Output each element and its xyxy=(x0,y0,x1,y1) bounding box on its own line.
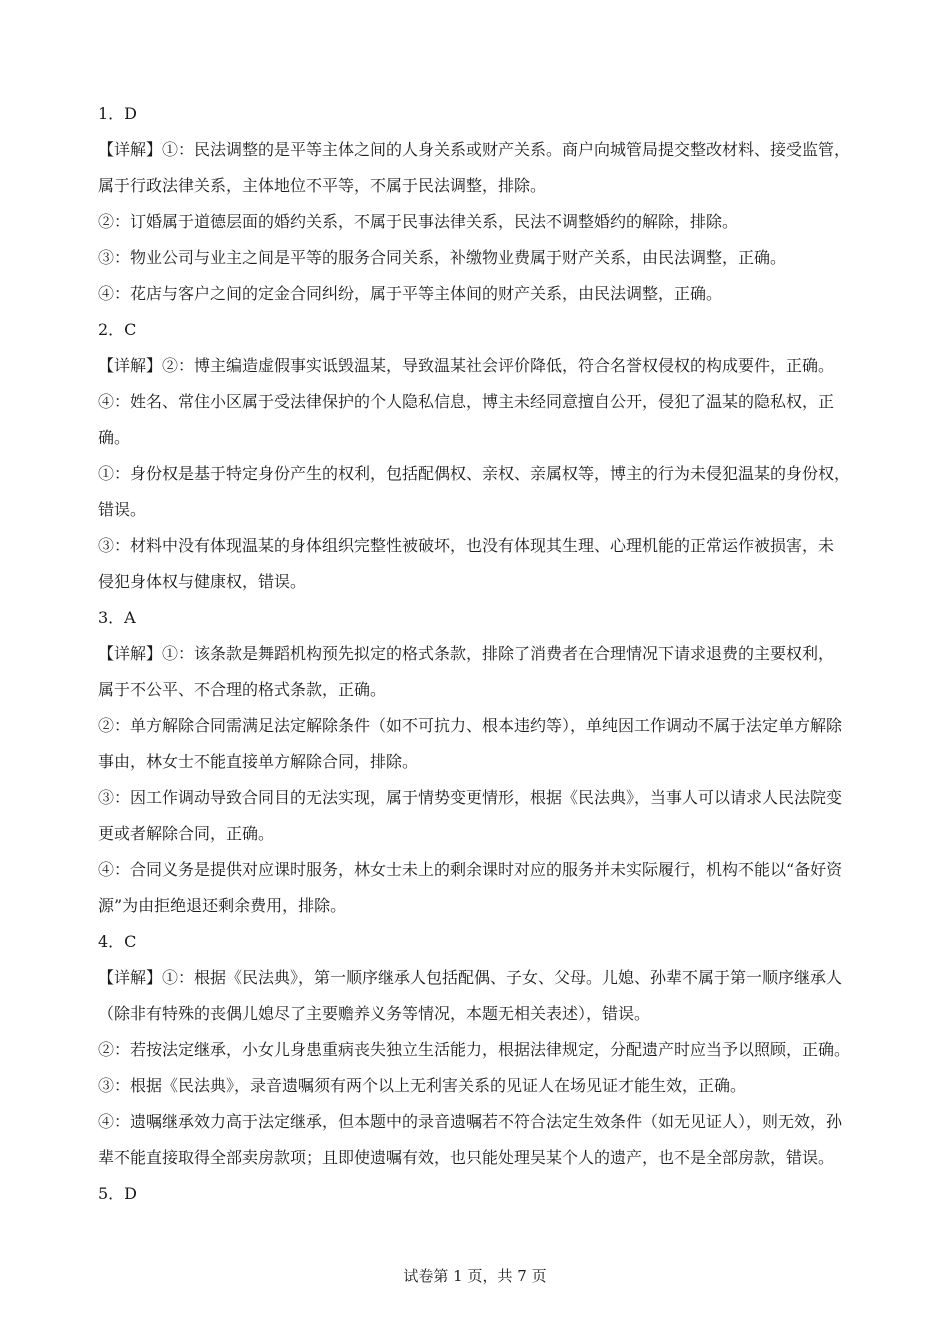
explanation-line: 侵犯身体权与健康权，错误。 xyxy=(98,572,307,591)
explanation-line: 辈不能直接取得全部卖房款项；且即使遗嘱有效，也只能处理吴某个人的遗产，也不是全部房款，错误。 xyxy=(98,1148,835,1167)
explanation-line: ③：材料中没有体现温某的身体组织完整性被破坏，也没有体现其生理、心理机能的正常运作被损害，未 xyxy=(98,536,835,555)
explanation-line: ①：身份权是基于特定身份产生的权利，包括配偶权、亲权、亲属权等，博主的行为未侵犯温某的身份权， xyxy=(98,464,851,483)
answer-key-line: 4．C xyxy=(98,932,137,951)
explanation-line: 事由，林女士不能直接单方解除合同，排除。 xyxy=(98,752,419,771)
explanation-line: 【详解】②：博主编造虚假事实诋毁温某，导致温某社会评价降低，符合名誉权侵权的构成要件，正确。 xyxy=(98,356,835,375)
explanation-line: ③：根据《民法典》，录音遗嘱须有两个以上无利害关系的见证人在场见证才能生效，正确。 xyxy=(98,1076,747,1095)
explanation-line: ④：花店与客户之间的定金合同纠纷，属于平等主体间的财产关系，由民法调整，正确。 xyxy=(98,284,723,303)
explanation-line: ④：遗嘱继承效力高于法定继承，但本题中的录音遗嘱若不符合法定生效条件（如无见证人），则无效，孙 xyxy=(98,1112,843,1131)
explanation-line: ③：因工作调动导致合同目的无法实现，属于情势变更情形，根据《民法典》，当事人可以请求人民法院变 xyxy=(98,788,843,807)
page-footer: 试卷第 1 页，共 7 页 xyxy=(403,1267,547,1285)
explanation-line: 源”为由拒绝退还剩余费用，排除。 xyxy=(98,896,347,915)
explanation-line: 错误。 xyxy=(98,500,147,519)
explanation-line: 确。 xyxy=(98,428,131,447)
explanation-line: ③：物业公司与业主之间是平等的服务合同关系，补缴物业费属于财产关系，由民法调整，正确。 xyxy=(98,248,787,267)
explanation-line: ④：姓名、常住小区属于受法律保护的个人隐私信息，博主未经同意擅自公开，侵犯了温某的隐私权，正 xyxy=(98,392,835,411)
explanation-line: 【详解】①：该条款是舞蹈机构预先拟定的格式条款，排除了消费者在合理情况下请求退费的主要权利， xyxy=(98,644,835,663)
explanation-line: 更或者解除合同，正确。 xyxy=(98,824,275,843)
answer-explanations xyxy=(98,96,868,1212)
explanation-line: ②：单方解除合同需满足法定解除条件（如不可抗力、根本违约等），单纯因工作调动不属于法定单方解除 xyxy=(98,716,843,735)
answer-key-line: 2．C xyxy=(98,320,137,339)
answer-key-line: 5．D xyxy=(98,1184,138,1203)
explanation-line: 【详解】①：民法调整的是平等主体之间的人身关系或财产关系。商户向城管局提交整改材料、接受监管， xyxy=(98,140,851,159)
explanation-line: 【详解】①：根据《民法典》，第一顺序继承人包括配偶、子女、父母。儿媳、孙辈不属于第一顺序继承人 xyxy=(98,968,843,987)
explanation-line: 属于行政法律关系，主体地位不平等，不属于民法调整，排除。 xyxy=(98,176,547,195)
explanation-line: 属于不公平、不合理的格式条款，正确。 xyxy=(98,680,387,699)
explanation-line: （除非有特殊的丧偶儿媳尽了主要赡养义务等情况，本题无相关表述），错误。 xyxy=(98,1004,651,1023)
explanation-line: ②：订婚属于道德层面的婚约关系，不属于民事法律关系，民法不调整婚约的解除，排除。 xyxy=(98,212,739,231)
explanation-line: ④：合同义务是提供对应课时服务，林女士未上的剩余课时对应的服务并未实际履行，机构不能以“备好资 xyxy=(98,860,843,879)
answer-key-line: 1．D xyxy=(98,104,138,123)
explanation-line: ②：若按法定继承，小女儿身患重病丧失独立生活能力，根据法律规定，分配遗产时应当予以照顾，正确。 xyxy=(98,1040,851,1059)
answer-key-line: 3．A xyxy=(98,608,136,627)
